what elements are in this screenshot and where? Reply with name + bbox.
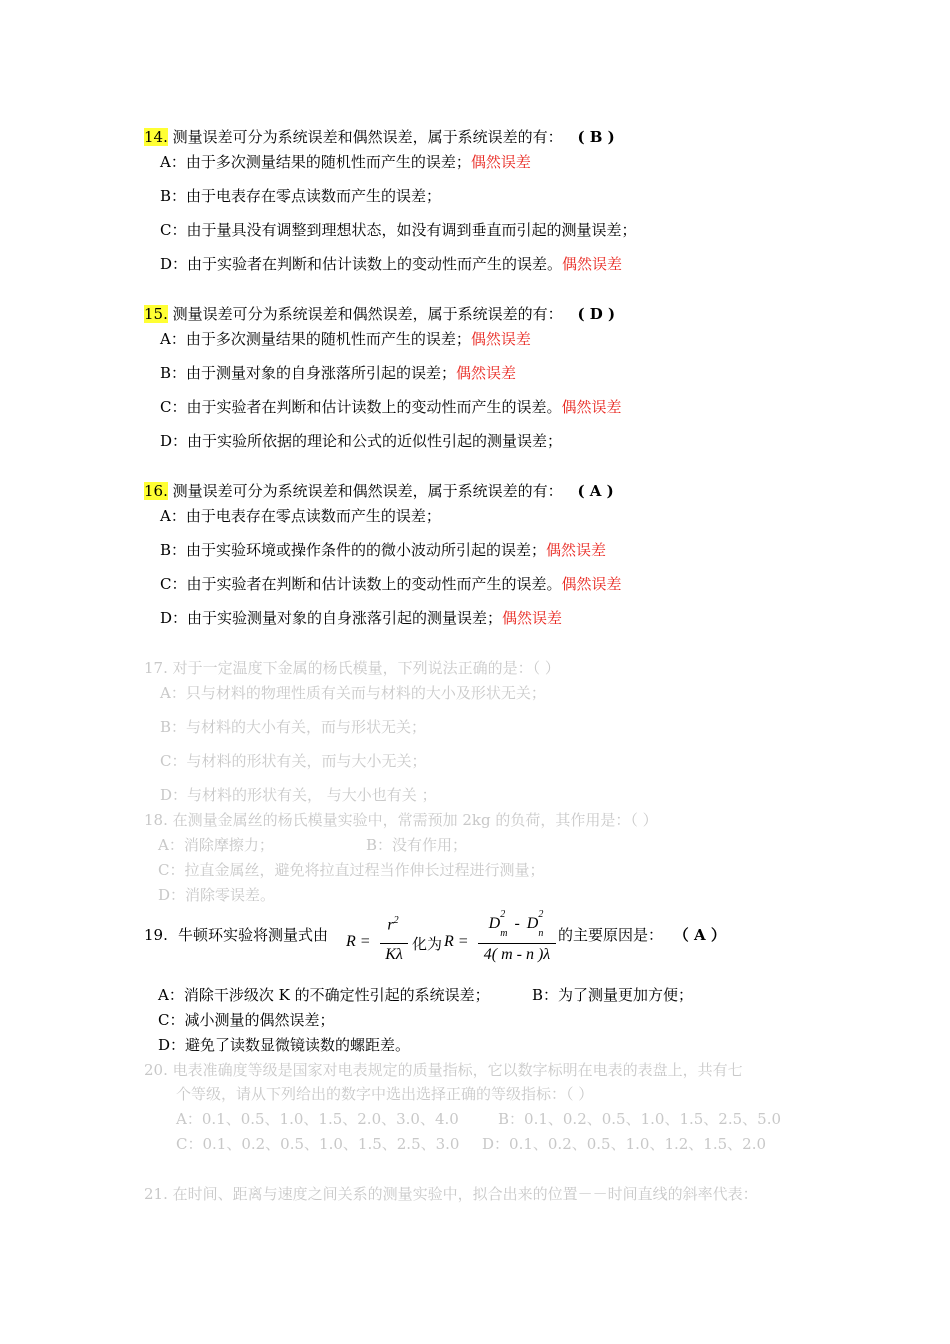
error-type-note: 偶然误差 (470, 330, 531, 348)
option-c: C：0.1、0.2、0.5、1.0、1.5、2.5、3.0 (176, 1135, 460, 1153)
answer: （ A ） (673, 926, 726, 944)
option-a: A：消除干涉级次 K 的不确定性引起的系统误差； (158, 986, 490, 1004)
option-b: B：为了测量更加方便； (532, 986, 694, 1004)
fraction-denominator: Kλ (385, 946, 403, 963)
answer: ( A ) (577, 482, 614, 500)
question-14-stem (144, 127, 615, 147)
question-16-stem (144, 481, 614, 501)
option-d: D：由于实验所依据的理论和公式的近似性引起的测量误差； (160, 432, 563, 450)
question-21-stem: 21. 在时间、距离与速度之间关系的测量实验中，拟合出来的位置－－时间直线的斜率代表： (144, 1185, 758, 1203)
error-type-note: 偶然误差 (502, 609, 563, 627)
question-number: 16. (144, 482, 168, 500)
question-20-stem-cont: 个等级，请从下列给出的数字中选出选择正确的等级指标：（ ） (176, 1085, 594, 1103)
question-text: 测量误差可分为系统误差和偶然误差，属于系统误差的有： (172, 482, 563, 500)
question-text: 测量误差可分为系统误差和偶然误差，属于系统误差的有： (172, 305, 563, 323)
option-c: C：由于量具没有调整到理想状态，如没有调到垂直而引起的测量误差； (160, 221, 637, 239)
option-b: B：由于测量对象的自身涨落所引起的误差；偶然误差 (160, 364, 517, 382)
option-a: A：由于电表存在零点读数而产生的误差； (160, 507, 441, 525)
option-a: A：由于多次测量结果的随机性而产生的误差；偶然误差 (160, 153, 531, 171)
option-d: D：由于实验者在判断和估计读数上的变动性而产生的误差。偶然误差 (160, 255, 623, 273)
question-19-number: 19. (144, 926, 168, 944)
option-d: D：与材料的形状有关， 与大小也有关 ； (160, 786, 437, 804)
question-20-stem: 20. 电表准确度等级是国家对电表规定的质量指标，它以数字标明在电表的表盘上，共有七 (144, 1061, 743, 1079)
option-d: D：消除零误差。 (158, 886, 276, 904)
option-c: C：由于实验者在判断和估计读数上的变动性而产生的误差。偶然误差 (160, 575, 622, 593)
option-b: B：由于电表存在零点读数而产生的误差； (160, 187, 442, 205)
error-type-note: 偶然误差 (562, 255, 623, 273)
question-text: 测量误差可分为系统误差和偶然误差，属于系统误差的有： (172, 128, 563, 146)
formula-lhs: R = (346, 933, 371, 950)
option-d: D：避免了读数显微镜读数的螺距差。 (158, 1036, 411, 1054)
error-type-note: 偶然误差 (546, 541, 607, 559)
option-b: B：由于实验环境或操作条件的的微小波动所引起的误差；偶然误差 (160, 541, 607, 559)
error-type-note: 偶然误差 (470, 153, 531, 171)
option-a: A：只与材料的物理性质有关而与材料的大小及形状无关； (160, 684, 546, 702)
fraction-numerator: D 2 $_m$ - D 2 $_n$ (488, 909, 544, 940)
option-d: D：0.1、0.2、0.5、1.0、1.2、1.5、2.0 (482, 1135, 767, 1153)
formula-connector: 化为 (412, 937, 443, 953)
question-17-stem: 17. 对于一定温度下金属的杨氏模量，下列说法正确的是：（ ） (144, 659, 560, 677)
error-type-note: 偶然误差 (561, 398, 622, 416)
option-b: B：0.1、0.2、0.5、1.0、1.5、2.5、5.0 (498, 1110, 782, 1128)
formula-lhs: R = (444, 933, 469, 950)
option-c: C：拉直金属丝，避免将拉直过程当作伸长过程进行测量； (158, 861, 545, 879)
option-c: C：减小测量的偶然误差； (158, 1011, 335, 1029)
option-b: B：没有作用； (366, 836, 468, 854)
fraction-numerator: $r^2$ (387, 915, 399, 934)
fraction-bar (478, 943, 556, 944)
option-a: A：由于多次测量结果的随机性而产生的误差；偶然误差 (160, 330, 531, 348)
question-19-text-end: 的主要原因是： （ A ） (558, 926, 726, 944)
option-c: C：与材料的形状有关，而与大小无关； (160, 752, 427, 770)
question-15-stem (144, 304, 615, 324)
question-number: 14. (144, 128, 168, 146)
question-number: 15. (144, 305, 168, 323)
option-b: B：与材料的大小有关，而与形状无关； (160, 718, 427, 736)
fraction-denominator: 4( m - n )λ (483, 946, 551, 963)
option-a: A：0.1、0.5、1.0、1.5、2.0、3.0、4.0 (176, 1110, 459, 1128)
option-a: A：消除摩擦力； (158, 836, 274, 854)
answer: ( B ) (577, 128, 615, 146)
option-d: D：由于实验测量对象的自身涨落引起的测量误差；偶然误差 (160, 609, 563, 627)
error-type-note: 偶然误差 (456, 364, 517, 382)
error-type-note: 偶然误差 (561, 575, 622, 593)
fraction-bar (380, 943, 408, 944)
question-18-stem: 18. 在测量金属丝的杨氏模量实验中，常需预加 2kg 的负荷，其作用是：（ ） (144, 811, 658, 829)
answer: ( D ) (577, 305, 616, 323)
option-c: C：由于实验者在判断和估计读数上的变动性而产生的误差。偶然误差 (160, 398, 622, 416)
question-19-text: 牛顿环实验将测量式由 (178, 926, 329, 944)
